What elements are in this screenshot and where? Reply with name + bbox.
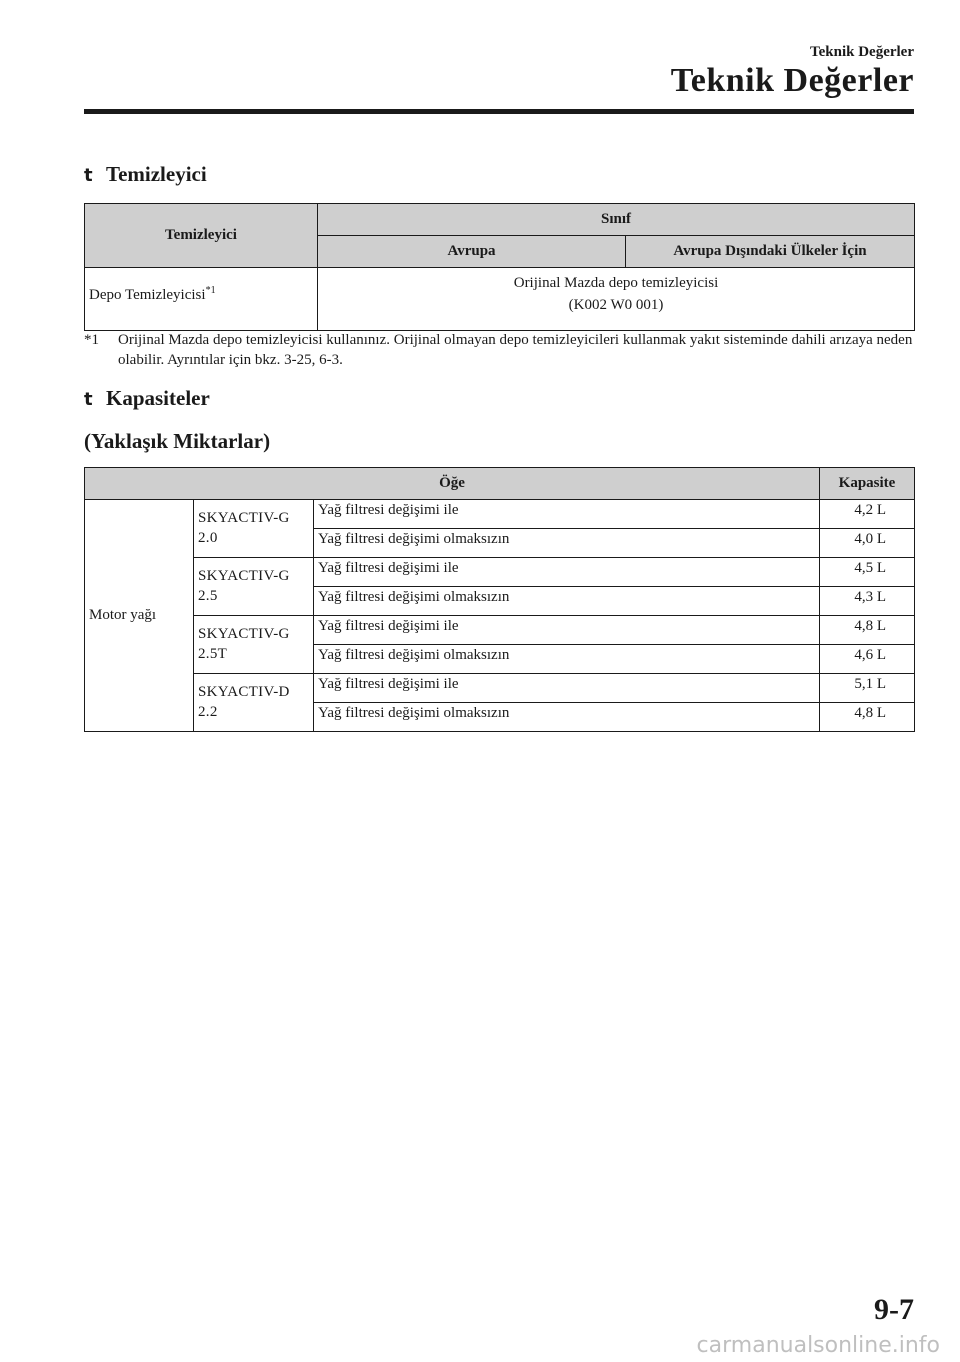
engine-name: SKYACTIV-D <box>198 684 290 700</box>
header-rule <box>84 109 914 114</box>
engine-size: 2.5 <box>198 588 218 604</box>
oil-desc: Yağ filtresi değişimi olmaksızın <box>314 645 820 674</box>
engine-cell <box>194 500 314 558</box>
row-value-line1: Orijinal Mazda depo temizleyicisi <box>513 275 719 291</box>
watermark: carmanualsonline.info <box>696 1333 940 1358</box>
section-title-cleaner <box>84 162 207 187</box>
oil-capacity: 4,2 L <box>820 500 915 529</box>
table-row <box>85 500 915 529</box>
oil-desc: Yağ filtresi değişimi olmaksızın <box>314 587 820 616</box>
page-number: 9-7 <box>874 1293 914 1326</box>
oil-capacity: 4,6 L <box>820 645 915 674</box>
section-title-text: Temizleyici <box>106 162 207 186</box>
oil-capacity: 4,3 L <box>820 587 915 616</box>
footnote-marker: *1 <box>84 332 99 348</box>
engine-size: 2.2 <box>198 704 218 720</box>
oil-desc: Yağ filtresi değişimi olmaksızın <box>314 529 820 558</box>
header-big-title: Teknik Değerler <box>670 62 914 99</box>
cleaner-table <box>84 203 915 331</box>
engine-cell <box>194 558 314 616</box>
section-bullet-icon: t <box>84 165 93 186</box>
row-label-cell <box>85 268 318 331</box>
row-label: Depo Temizleyicisi <box>89 287 206 303</box>
section-bullet-icon: t <box>84 389 93 410</box>
engine-cell <box>194 616 314 674</box>
engine-size: 2.0 <box>198 530 218 546</box>
oil-capacity: 5,1 L <box>820 674 915 703</box>
engine-cell <box>194 674 314 732</box>
row-value-line2: (K002 W0 001) <box>568 297 664 313</box>
oil-desc: Yağ filtresi değişimi ile <box>314 674 820 703</box>
row-label-footnote-ref: *1 <box>205 285 216 296</box>
oil-desc: Yağ filtresi değişimi ile <box>314 558 820 587</box>
oil-desc: Yağ filtresi değişimi ile <box>314 616 820 645</box>
section-title-text: Kapasiteler <box>106 386 210 410</box>
engine-size: 2.5T <box>198 646 228 662</box>
header-small-title: Teknik Değerler <box>809 44 914 60</box>
oil-desc: Yağ filtresi değişimi olmaksızın <box>314 703 820 732</box>
col-header-europe: Avrupa <box>318 236 626 268</box>
oil-capacity: 4,5 L <box>820 558 915 587</box>
oil-capacity: 4,8 L <box>820 703 915 732</box>
motor-oil-label: Motor yağı <box>85 500 194 732</box>
col-header-non-europe: Avrupa Dışındaki Ülkeler İçin <box>626 236 915 268</box>
footnote-text: Orijinal Mazda depo temizleyicisi kullanınız. Orijinal olmayan depo temizleyicileri kullanmak yakıt sisteminde dahili arızaya neden olabilir. Ayrıntılar için bkz. 3-25, 6-3. <box>118 332 913 368</box>
capacity-table <box>84 467 915 732</box>
table-row <box>85 616 915 645</box>
row-value-cell <box>318 268 915 331</box>
oil-capacity: 4,0 L <box>820 529 915 558</box>
col-header-item: Öğe <box>85 468 820 500</box>
engine-name: SKYACTIV-G <box>198 510 290 526</box>
oil-capacity: 4,8 L <box>820 616 915 645</box>
table-row <box>85 674 915 703</box>
section-title-capacity <box>84 386 210 411</box>
col-header-cleaner: Temizleyici <box>85 204 318 268</box>
table-row <box>85 558 915 587</box>
col-header-capacity: Kapasite <box>820 468 915 500</box>
col-header-class: Sınıf <box>318 204 915 236</box>
engine-name: SKYACTIV-G <box>198 568 290 584</box>
section-subtitle: (Yaklaşık Miktarlar) <box>84 429 271 453</box>
footnote <box>84 330 924 370</box>
oil-desc: Yağ filtresi değişimi ile <box>314 500 820 529</box>
engine-name: SKYACTIV-G <box>198 626 290 642</box>
